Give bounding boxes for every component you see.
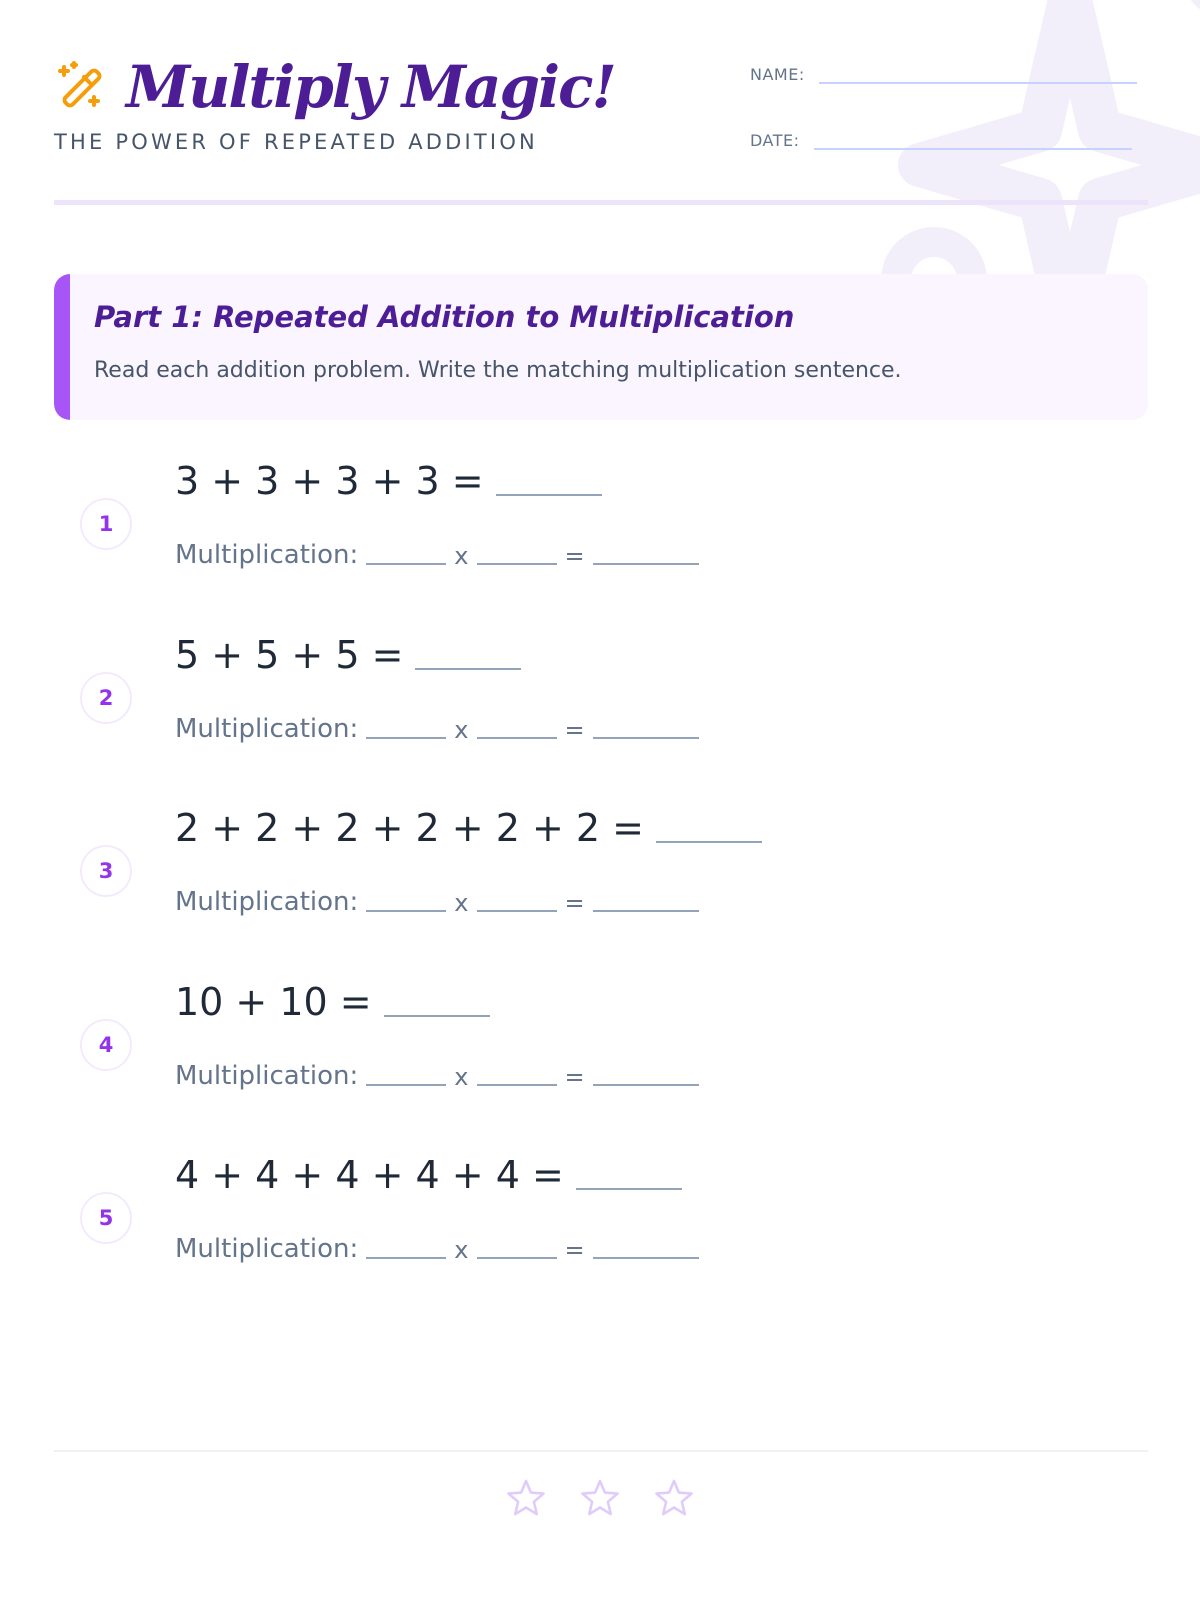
addition-text: 4 + 4 + 4 + 4 + 4 = <box>175 1153 564 1197</box>
worksheet-header <box>54 48 1148 208</box>
times-sign: x <box>454 889 469 917</box>
product-blank[interactable] <box>593 910 699 912</box>
addition-text: 10 + 10 = <box>175 980 372 1024</box>
multiplication-label: Multiplication: <box>175 1234 359 1264</box>
factor-2-blank[interactable] <box>477 910 557 912</box>
factor-1-blank[interactable] <box>366 1084 446 1086</box>
times-sign: x <box>454 1236 469 1264</box>
problem-4 <box>80 980 980 1123</box>
problem-5 <box>80 1153 980 1296</box>
date-label: DATE: <box>750 131 800 150</box>
multiplication-sentence <box>175 889 699 915</box>
page-title: Multiply Magic! <box>126 53 615 121</box>
multiplication-sentence <box>175 1063 699 1089</box>
multiplication-label: Multiplication: <box>175 887 359 917</box>
sum-answer-blank[interactable] <box>576 1188 682 1190</box>
multiplication-label: Multiplication: <box>175 1061 359 1091</box>
factor-1-blank[interactable] <box>366 910 446 912</box>
addition-equation <box>175 633 521 677</box>
factor-2-blank[interactable] <box>477 563 557 565</box>
times-sign: x <box>454 542 469 570</box>
sum-answer-blank[interactable] <box>656 841 762 843</box>
multiplication-sentence <box>175 1236 699 1262</box>
addition-equation <box>175 459 602 503</box>
problem-number-badge: 3 <box>80 845 132 897</box>
equals-sign: = <box>564 542 585 570</box>
equals-sign: = <box>564 889 585 917</box>
factor-2-blank[interactable] <box>477 1084 557 1086</box>
factor-2-blank[interactable] <box>477 737 557 739</box>
multiplication-label: Multiplication: <box>175 540 359 570</box>
date-field <box>750 130 1132 150</box>
part-title: Part 1: Repeated Addition to Multiplication <box>94 300 795 334</box>
addition-text: 2 + 2 + 2 + 2 + 2 + 2 = <box>175 806 644 850</box>
star-outline-icon[interactable] <box>580 1478 620 1518</box>
addition-equation <box>175 806 762 850</box>
multiplication-sentence <box>175 716 699 742</box>
star-outline-icon[interactable] <box>654 1478 694 1518</box>
problem-number-badge: 4 <box>80 1019 132 1071</box>
name-field <box>750 64 1137 84</box>
name-label: NAME: <box>750 65 805 84</box>
star-outline-icon[interactable] <box>506 1478 546 1518</box>
multiplication-label: Multiplication: <box>175 714 359 744</box>
addition-equation <box>175 980 490 1024</box>
problem-1 <box>80 459 980 602</box>
header-divider <box>54 200 1148 205</box>
product-blank[interactable] <box>593 563 699 565</box>
equals-sign: = <box>564 716 585 744</box>
multiplication-sentence <box>175 542 699 568</box>
sum-answer-blank[interactable] <box>415 668 521 670</box>
factor-1-blank[interactable] <box>366 563 446 565</box>
name-blank[interactable] <box>819 64 1137 84</box>
date-blank[interactable] <box>814 130 1132 150</box>
part-instructions: Read each addition problem. Write the matching multiplication sentence. <box>94 358 902 383</box>
magic-wand-icon <box>54 61 106 113</box>
product-blank[interactable] <box>593 1084 699 1086</box>
times-sign: x <box>454 1063 469 1091</box>
product-blank[interactable] <box>593 1257 699 1259</box>
part-accent-bar <box>54 274 70 420</box>
addition-equation <box>175 1153 682 1197</box>
page-subtitle: THE POWER OF REPEATED ADDITION <box>54 130 538 154</box>
problem-number-badge: 5 <box>80 1192 132 1244</box>
rating-stars <box>0 1478 1200 1518</box>
addition-text: 3 + 3 + 3 + 3 = <box>175 459 484 503</box>
part-1-box <box>54 274 1148 420</box>
sum-answer-blank[interactable] <box>384 1015 490 1017</box>
addition-text: 5 + 5 + 5 = <box>175 633 404 677</box>
sum-answer-blank[interactable] <box>496 494 602 496</box>
problem-number-badge: 1 <box>80 498 132 550</box>
product-blank[interactable] <box>593 737 699 739</box>
equals-sign: = <box>564 1236 585 1264</box>
problem-number-badge: 2 <box>80 672 132 724</box>
times-sign: x <box>454 716 469 744</box>
footer-divider <box>54 1450 1148 1452</box>
title-row <box>54 53 615 121</box>
problem-2 <box>80 633 980 776</box>
factor-2-blank[interactable] <box>477 1257 557 1259</box>
factor-1-blank[interactable] <box>366 1257 446 1259</box>
factor-1-blank[interactable] <box>366 737 446 739</box>
equals-sign: = <box>564 1063 585 1091</box>
problem-3 <box>80 806 980 949</box>
